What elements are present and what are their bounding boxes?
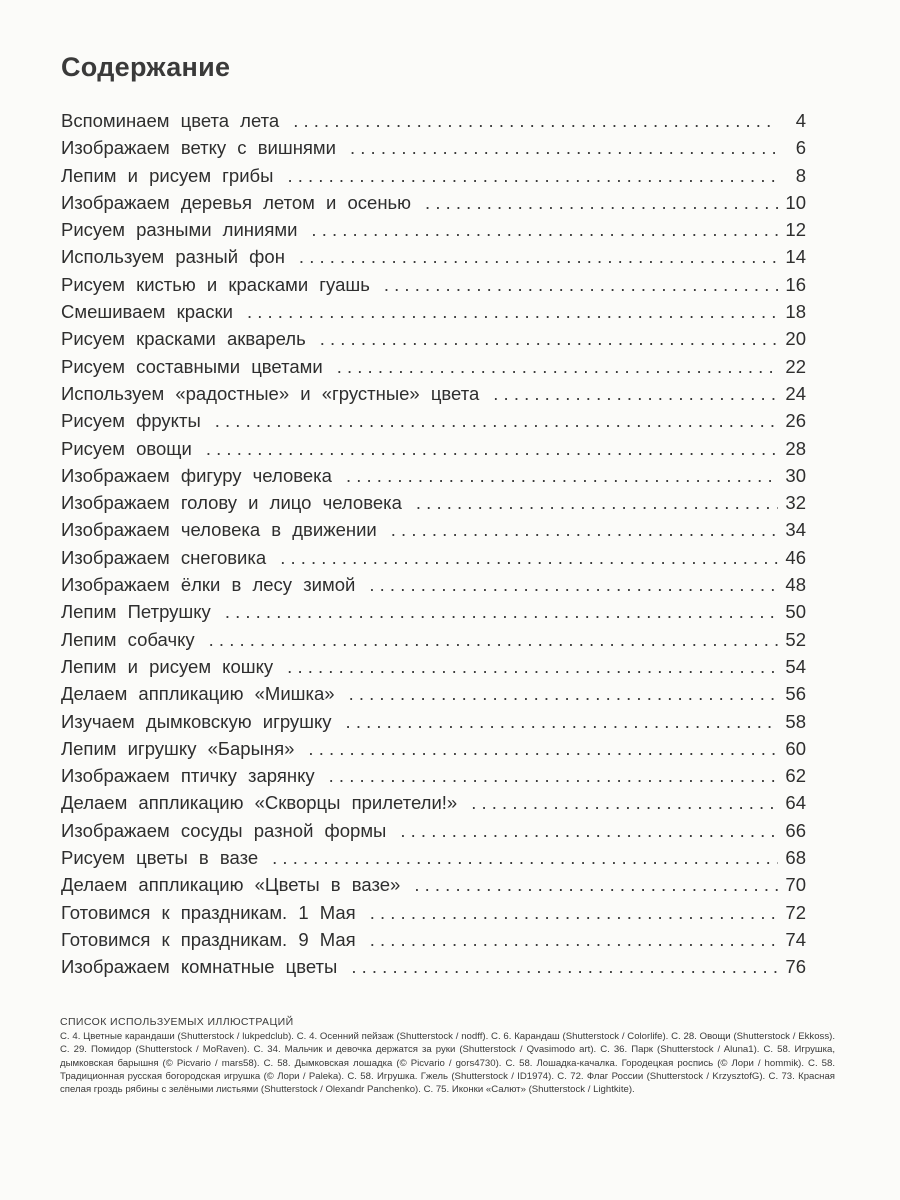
toc-item (61, 926, 806, 953)
toc-leader-dots (215, 407, 778, 434)
toc-item-title: Делаем аппликацию «Скворцы прилетели!» (61, 792, 458, 814)
toc-item (61, 516, 806, 543)
toc-item-title: Рисуем кистью и красками гуашь (61, 273, 370, 295)
toc-leader-dots (346, 708, 778, 735)
toc-item-page: 50 (785, 601, 806, 623)
toc-item-title: Изучаем дымковскую игрушку (61, 710, 332, 732)
toc-item-page: 22 (785, 355, 806, 377)
toc-item (61, 435, 806, 462)
toc-leader-dots (350, 134, 778, 161)
table-of-contents (61, 107, 806, 981)
toc-item-title: Рисуем овощи (61, 437, 192, 459)
toc-item-page: 72 (785, 901, 806, 923)
toc-item-page: 28 (785, 437, 806, 459)
toc-item-page: 16 (785, 273, 806, 295)
toc-item-title: Рисуем цветы в вазе (61, 847, 259, 869)
illustrations-text: С. 4. Цветные карандаши (Shutterstock / lukpedclub). С. 4. Осенний пейзаж (Shutterstock / nodff). С. 6. Карандаш (Shutterstock / Colorlife). С. 28. Овощи (Shutterstock / Ekkoss). С. 29. Помидор (Shutterstock / MoRaven). С. 34. Мальчик и девочка держатся за руки (Shutterstock / Qvasimodo art). С. 36. Парк (Shutterstock / Aluna1). С. 58. Игрушка, дымковская барышня (© Picvario / mars58). С. 58. Дымковская лошадка (© Picvario / gors4730). С. 58. Лошадка-качалка. Городецкая роспись (© Лори / hommik). С. 58. Традиционная русская богородская игрушка (© Лори / Paleka). С. 58. Игрушка. Гжель (Shutterstock / ID1974). С. 72. Флаг России (Shutterstock / KrzysztofG). С. 73. Красная спелая гроздь рябины с зелёными листьями (Shutterstock / Olexandr Panchenko). С. 75. Иконки «Салют» (Shutterstock / Lightkite). (60, 1031, 835, 1096)
toc-item (61, 708, 806, 735)
toc-leader-dots (311, 216, 778, 243)
toc-item (61, 953, 806, 980)
toc-item (61, 162, 806, 189)
toc-leader-dots (346, 462, 778, 489)
toc-item-page: 48 (785, 574, 806, 596)
toc-item-title: Рисуем составными цветами (61, 355, 323, 377)
toc-item (61, 626, 806, 653)
toc-item-title: Вспоминаем цвета лета (61, 110, 280, 131)
toc-item-page: 6 (795, 137, 806, 159)
toc-item-title: Изображаем ветку с вишнями (61, 137, 336, 159)
toc-item (61, 762, 806, 789)
toc-item-title: Готовимся к праздникам. 9 Мая (61, 928, 356, 950)
toc-item (61, 871, 806, 898)
toc-item-title: Изображаем деревья летом и осенью (61, 191, 412, 213)
toc-leader-dots (287, 653, 778, 680)
toc-item (61, 489, 806, 516)
toc-leader-dots (391, 516, 778, 543)
toc-item-title: Смешиваем краски (61, 301, 233, 323)
toc-item-title: Рисуем красками акварель (61, 328, 306, 350)
toc-item-page: 56 (785, 683, 806, 705)
toc-item-page: 60 (785, 737, 806, 759)
toc-item (61, 598, 806, 625)
toc-item-title: Используем «радостные» и «грустные» цвета (61, 382, 480, 404)
toc-item-page: 30 (785, 464, 806, 486)
toc-item (61, 462, 806, 489)
toc-item-title: Изображаем птичку зарянку (61, 765, 315, 787)
toc-item-page: 64 (785, 792, 806, 814)
toc-leader-dots (329, 762, 778, 789)
toc-item-title: Лепим Петрушку (61, 601, 211, 623)
toc-item-title: Изображаем ёлки в лесу зимой (61, 574, 356, 596)
toc-item-page: 18 (785, 301, 806, 323)
toc-leader-dots (299, 243, 778, 270)
toc-leader-dots (425, 189, 778, 216)
toc-item-page: 52 (785, 628, 806, 650)
toc-item (61, 789, 806, 816)
toc-item-title: Делаем аппликацию «Цветы в вазе» (61, 874, 401, 896)
toc-item-page: 12 (785, 219, 806, 241)
toc-item (61, 817, 806, 844)
toc-item-title: Изображаем сосуды разной формы (61, 819, 387, 841)
toc-item (61, 298, 806, 325)
toc-item-page: 46 (785, 546, 806, 568)
toc-item-page: 34 (785, 519, 806, 541)
toc-leader-dots (370, 899, 778, 926)
toc-item (61, 243, 806, 270)
toc-item-page: 32 (785, 492, 806, 514)
illustrations-credits (60, 1016, 835, 1096)
toc-leader-dots (384, 271, 778, 298)
toc-item (61, 844, 806, 871)
toc-item-page: 20 (785, 328, 806, 350)
toc-leader-dots (225, 598, 778, 625)
toc-item-title: Используем разный фон (61, 246, 285, 268)
illustrations-heading: СПИСОК ИСПОЛЬЗУЕМЫХ ИЛЛЮСТРАЦИЙ (60, 1016, 294, 1028)
toc-item (61, 380, 806, 407)
toc-item-title: Рисуем разными линиями (61, 219, 298, 241)
toc-item (61, 735, 806, 762)
toc-item-title: Лепим собачку (61, 628, 195, 650)
toc-item-title: Лепим и рисуем грибы (61, 164, 274, 186)
toc-item-title: Готовимся к праздникам. 1 Мая (61, 901, 356, 923)
toc-item-title: Рисуем фрукты (61, 410, 201, 432)
toc-item-page: 74 (785, 928, 806, 950)
toc-leader-dots (287, 162, 778, 189)
toc-item-page: 70 (785, 874, 806, 896)
toc-item-page: 76 (785, 956, 806, 978)
page-title: Содержание (61, 52, 231, 82)
toc-item-page: 10 (785, 191, 806, 213)
toc-leader-dots (308, 735, 778, 762)
toc-item (61, 271, 806, 298)
toc-item-title: Лепим игрушку «Барыня» (61, 737, 295, 759)
toc-item-title: Изображаем снеговика (61, 546, 267, 568)
toc-item (61, 353, 806, 380)
toc-item-title: Делаем аппликацию «Мишка» (61, 683, 335, 705)
toc-leader-dots (400, 817, 778, 844)
toc-item (61, 407, 806, 434)
toc-item-page: 14 (785, 246, 806, 268)
toc-item-title: Изображаем фигуру человека (61, 464, 332, 486)
toc-item-page: 26 (785, 410, 806, 432)
toc-item (61, 899, 806, 926)
toc-item-page: 24 (785, 382, 806, 404)
toc-item-title: Изображаем человека в движении (61, 519, 377, 541)
toc-item (61, 325, 806, 352)
toc-leader-dots (349, 680, 778, 707)
toc-item-page: 58 (785, 710, 806, 732)
toc-leader-dots (280, 544, 778, 571)
toc-leader-dots (272, 844, 778, 871)
toc-leader-dots (369, 571, 778, 598)
toc-item-page: 4 (795, 110, 806, 131)
toc-item (61, 571, 806, 598)
toc-item-title: Лепим и рисуем кошку (61, 655, 274, 677)
toc-leader-dots (293, 107, 778, 134)
toc-leader-dots (209, 626, 778, 653)
toc-item-page: 54 (785, 655, 806, 677)
toc-leader-dots (320, 325, 778, 352)
toc-leader-dots (416, 489, 778, 516)
toc-item (61, 134, 806, 161)
toc-item (61, 544, 806, 571)
toc-item (61, 653, 806, 680)
toc-item (61, 216, 806, 243)
toc-item-page: 68 (785, 847, 806, 869)
toc-leader-dots (370, 926, 778, 953)
toc-item (61, 107, 806, 134)
toc-item-page: 66 (785, 819, 806, 841)
toc-leader-dots (247, 298, 778, 325)
toc-item-page: 62 (785, 765, 806, 787)
toc-leader-dots (351, 953, 778, 980)
toc-item (61, 680, 806, 707)
toc-leader-dots (206, 435, 778, 462)
toc-item-page: 8 (795, 164, 806, 186)
toc-leader-dots (414, 871, 778, 898)
toc-leader-dots (337, 353, 778, 380)
toc-item-title: Изображаем комнатные цветы (61, 956, 338, 978)
toc-item (61, 189, 806, 216)
toc-item-title: Изображаем голову и лицо человека (61, 492, 402, 514)
toc-leader-dots (493, 380, 778, 407)
toc-leader-dots (471, 789, 778, 816)
